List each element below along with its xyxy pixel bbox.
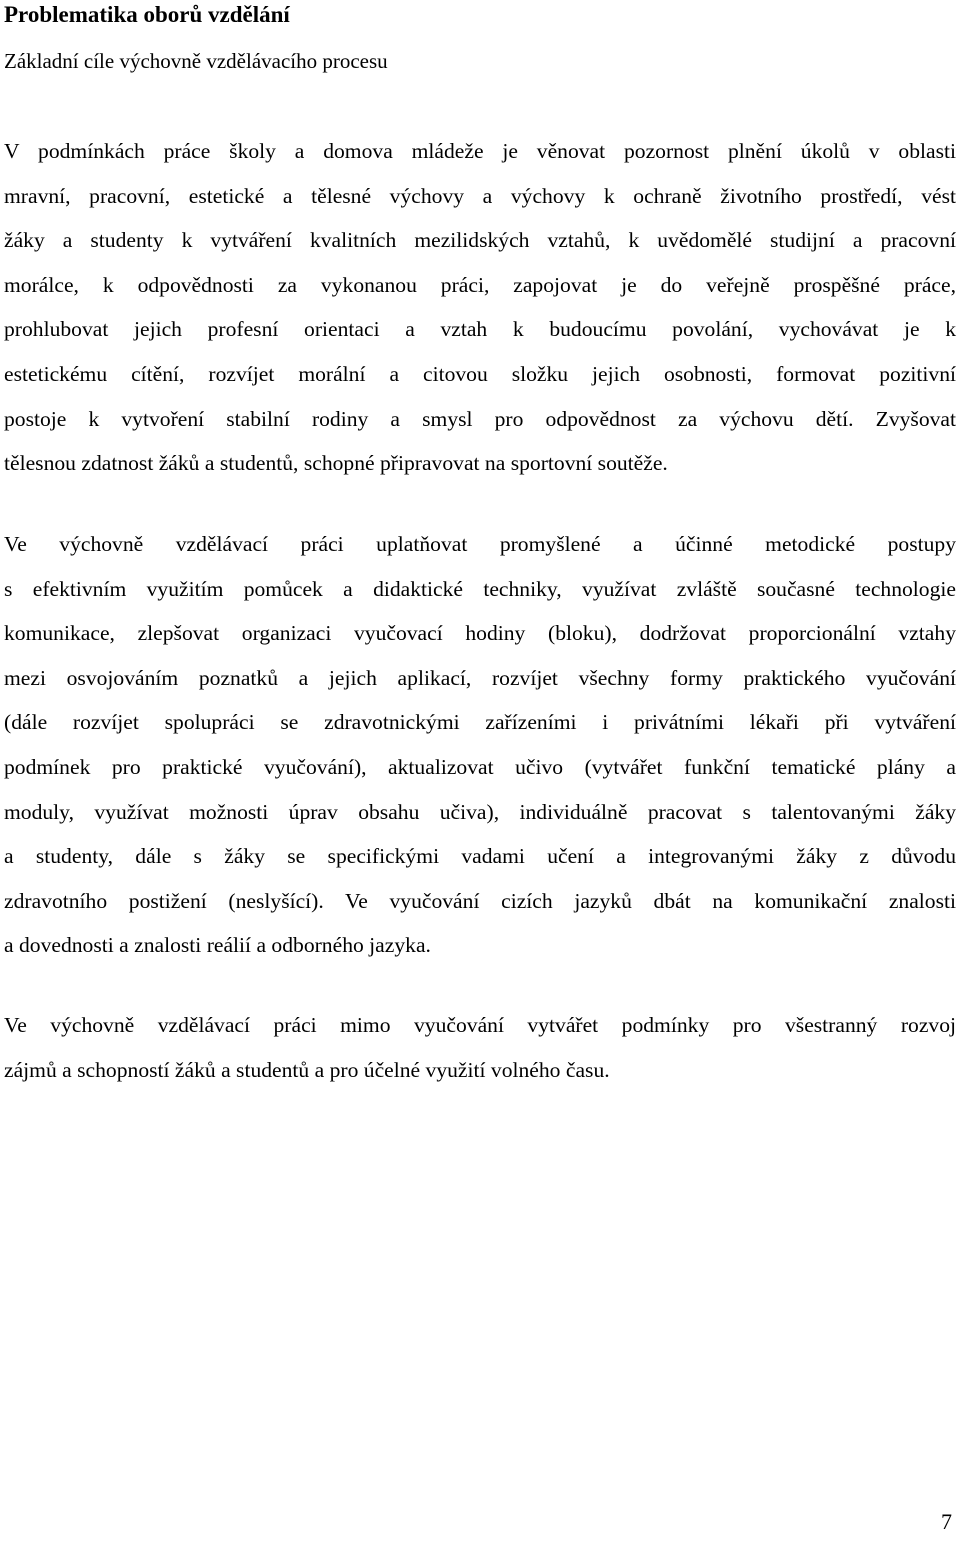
paragraph-line: mezi osvojováním poznatků a jejich aplikací, rozvíjet všechny formy praktického vyučování [4, 665, 956, 690]
paragraph-line: a studenty, dále s žáky se specifickými vadami učení a integrovanými žáky z důvodu [4, 844, 956, 869]
paragraph-line: postoje k vytvoření stabilní rodiny a smysl pro odpovědnost za výchovu dětí. Zvyšovat [4, 406, 956, 431]
section-subtitle: Základní cíle výchovně vzdělávacího procesu [4, 49, 388, 73]
paragraph-line: zdravotního postižení (neslyšící). Ve vyučování cizích jazyků dbát na komunikační znalosti [4, 888, 956, 913]
paragraph-line: morálce, k odpovědnosti za vykonanou práci, zapojovat je do veřejně prospěšné práce, [4, 272, 956, 297]
paragraph-line: Ve výchovně vzdělávací práci uplatňovat promyšlené a účinné metodické postupy [4, 532, 956, 556]
paragraph-2 [4, 522, 956, 968]
paragraph-line: tělesnou zdatnost žáků a studentů, schopné připravovat na sportovní soutěže. [4, 451, 668, 476]
paragraph-line: zájmů a schopností žáků a studentů a pro účelné využití volného času. [4, 1057, 610, 1082]
paragraph-3 [4, 1003, 956, 1092]
paragraph-line: moduly, využívat možnosti úprav obsahu učiva), individuálně pracovat s talentovanými žáky [4, 799, 956, 824]
paragraph-line: podmínek pro praktické vyučování), aktualizovat učivo (vytvářet funkční tematické plány a [4, 754, 956, 779]
page-number: 7 [941, 1509, 952, 1534]
paragraph-line: s efektivním využitím pomůcek a didaktické techniky, využívat zvláště současné technologie [4, 576, 956, 601]
paragraph-line: estetickému cítění, rozvíjet morální a citovou složku jejich osobnosti, formovat pozitivní [4, 361, 956, 386]
paragraph-line: Ve výchovně vzdělávací práci mimo vyučování vytvářet podmínky pro všestranný rozvoj [4, 1013, 956, 1037]
paragraph-line: komunikace, zlepšovat organizaci vyučovací hodiny (bloku), dodržovat proporcionální vztahy [4, 621, 956, 646]
paragraph-line: prohlubovat jejich profesní orientaci a vztah k budoucímu povolání, vychovávat je k [4, 317, 956, 342]
paragraph-line: mravní, pracovní, estetické a tělesné výchovy a výchovy k ochraně životního prostředí, vést [4, 183, 956, 208]
paragraph-1 [4, 129, 956, 486]
paragraph-line: (dále rozvíjet spolupráci se zdravotnickými zařízeními i privátními lékaři při vytváření [4, 710, 956, 735]
page-title: Problematika oborů vzdělání [4, 2, 290, 27]
paragraph-line: žáky a studenty k vytváření kvalitních mezilidských vztahů, k uvědomělé studijní a pracovní [4, 228, 956, 253]
paragraph-line: a dovednosti a znalosti reálií a odborného jazyka. [4, 933, 431, 958]
paragraph-line: V podmínkách práce školy a domova mládeže je věnovat pozornost plnění úkolů v oblasti [4, 139, 956, 163]
